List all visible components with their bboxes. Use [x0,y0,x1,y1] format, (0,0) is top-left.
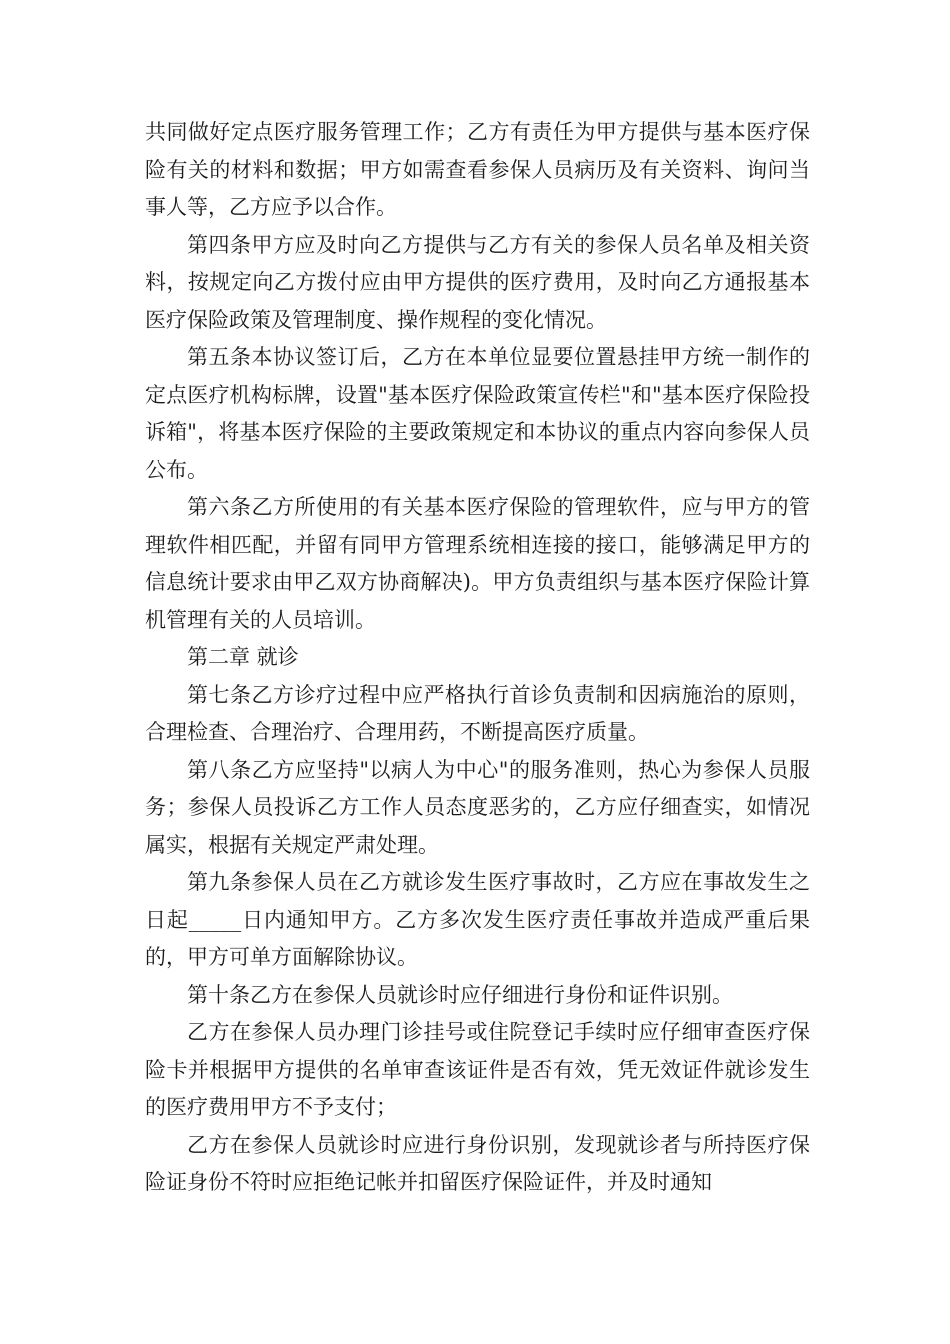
paragraph-article-10-item-2: 乙方在参保人员就诊时应进行身份识别，发现就诊者与所持医疗保险证身份不符时应拒绝记帐并扣留医疗保险证件，并及时通知 [145,1132,810,1194]
paragraph-continuation: 共同做好定点医疗服务管理工作；乙方有责任为甲方提供与基本医疗保险有关的材料和数据；甲方如需查看参保人员病历及有关资料、询问当事人等，乙方应予以合作。 [145,120,810,219]
paragraph-article-6: 第六条乙方所使用的有关基本医疗保险的管理软件，应与甲方的管理软件相匹配，并留有同甲方管理系统相连接的接口，能够满足甲方的信息统计要求由甲乙双方协商解决)。甲方负责组织与基本医疗保险计算机管理有关的人员培训。 [145,495,810,632]
paragraph-article-5: 第五条本协议签订后，乙方在本单位显要位置悬挂甲方统一制作的定点医疗机构标牌，设置"基本医疗保险政策宣传栏"和"基本医疗保险投诉箱"，将基本医疗保险的主要政策规定和本协议的重点内容向参保人员公布。 [145,345,810,482]
chapter-heading: 第二章 就诊 [187,645,299,669]
paragraph-article-10-item-1: 乙方在参保人员办理门诊挂号或住院登记手续时应仔细审查医疗保险卡并根据甲方提供的名单审查该证件是否有效，凭无效证件就诊发生的医疗费用甲方不予支付； [145,1020,810,1119]
document-body [145,114,810,1202]
paragraph-article-7: 第七条乙方诊疗过程中应严格执行首诊负责制和因病施治的原则，合理检查、合理治疗、合理用药，不断提高医疗质量。 [145,682,810,744]
paragraph-article-8: 第八条乙方应坚持"以病人为中心"的服务准则，热心为参保人员服务；参保人员投诉乙方工作人员态度恶劣的，乙方应仔细查实，如情况属实，根据有关规定严肃处理。 [145,757,810,857]
paragraph-article-4: 第四条甲方应及时向乙方提供与乙方有关的参保人员名单及相关资料，按规定向乙方拨付应由甲方提供的医疗费用，及时向乙方通报基本医疗保险政策及管理制度、操作规程的变化情况。 [145,232,810,332]
paragraph-article-10: 第十条乙方在参保人员就诊时应仔细进行身份和证件识别。 [187,982,733,1007]
paragraph-article-9: 第九条参保人员在乙方就诊发生医疗事故时，乙方应在事故发生之日起_____日内通知甲方。乙方多次发生医疗责任事故并造成严重后果的，甲方可单方面解除协议。 [145,870,810,969]
